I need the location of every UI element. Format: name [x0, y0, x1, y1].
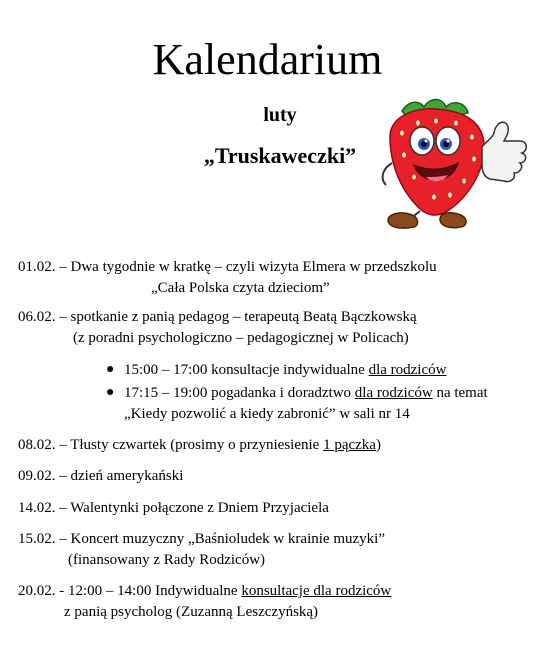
entry-2002: [18, 580, 391, 602]
month-label: luty: [263, 104, 297, 126]
bullet-icon: ●: [106, 385, 115, 400]
group-name: „Truskaweczki”: [203, 143, 357, 168]
entry-1502: [18, 528, 385, 550]
entry-text-b: ): [375, 437, 381, 453]
entry-0802: [18, 434, 381, 456]
entry-1402: [18, 497, 329, 519]
entry-0902: [18, 465, 183, 487]
entry-2002-line2: z panią psycholog (Zuzanną Leszczyńską): [64, 604, 319, 620]
bullet-item-line2: „Kiedy pozwolić a kiedy zabronić” w sali nr 14: [124, 406, 410, 422]
strawberry-thumbs-up-icon: [374, 93, 534, 235]
bullet-item: [124, 382, 488, 404]
entry-date: 01.02.: [18, 259, 56, 275]
entry-date: 08.02.: [18, 437, 56, 453]
entry-date: 06.02.: [18, 309, 56, 325]
entry-date: 14.02.: [18, 500, 56, 516]
entry-text-a: - 12:00 – 14:00 Indywidualne: [59, 583, 242, 599]
entry-text-underlined: konsultacje dla rodziców: [241, 583, 392, 599]
entry-text: – spotkanie z panią pedagog – terapeutą Beatą Bączkowską: [59, 309, 417, 325]
entry-0102-line2: „Cała Polska czyta dzieciom”: [151, 280, 330, 296]
bullet-text-underlined: dla rodziców: [354, 385, 433, 401]
bullet-icon: ●: [106, 362, 115, 377]
entry-1502-line2: (finansowany z Rady Rodziców): [68, 552, 266, 568]
bullet-text-underlined: dla rodziców: [368, 362, 447, 378]
entry-date: 15.02.: [18, 531, 56, 547]
entry-text: – Dwa tygodnie w kratkę – czyli wizyta Elmera w przedszkolu: [59, 259, 437, 275]
entry-date: 20.02.: [18, 583, 56, 599]
entry-date: 09.02.: [18, 468, 56, 484]
entry-text: – Walentynki połączone z Dniem Przyjaciela: [59, 500, 329, 516]
entry-text-a: – Tłusty czwartek (prosimy o przyniesienie: [59, 437, 324, 453]
bullet-text-b: na temat: [432, 385, 488, 401]
entry-0102: [18, 256, 437, 278]
bullet-item: [124, 359, 446, 381]
entry-text-underlined: 1 pączka: [323, 437, 376, 453]
entry-0602: [18, 306, 417, 328]
entry-0602-line2: (z poradni psychologiczno – pedagogicznej w Policach): [73, 330, 409, 346]
entry-text: – dzień amerykański: [59, 468, 184, 484]
bullet-text-a: 15:00 – 17:00 konsultacje indywidualne: [124, 362, 369, 378]
page-title: Kalendarium: [152, 35, 383, 84]
entry-text: – Koncert muzyczny „Baśnioludek w krainie muzyki”: [59, 531, 385, 547]
bullet-text-a: 17:15 – 19:00 pogadanka i doradztwo: [124, 385, 355, 401]
